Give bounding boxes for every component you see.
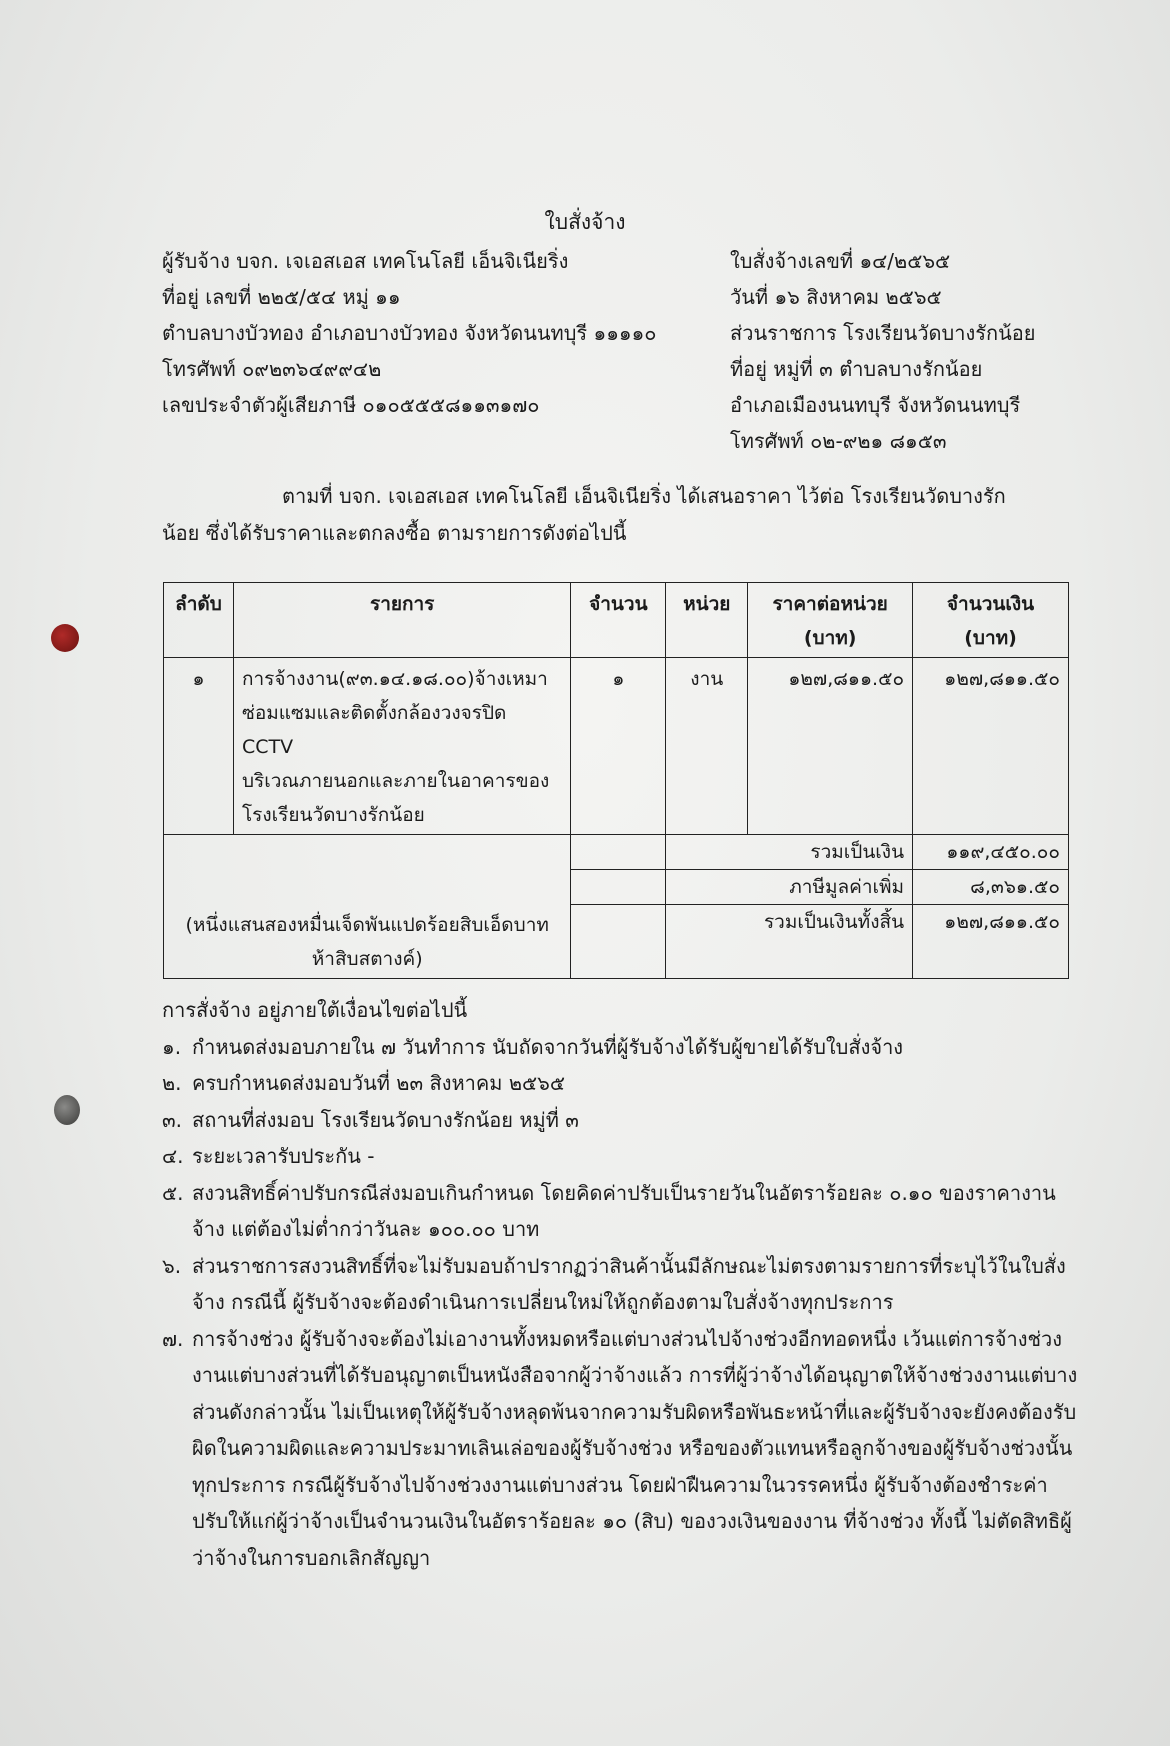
row-description-line: บริเวณภายนอกและภายในอาคารของ [241, 770, 550, 792]
header-amount-label: จำนวนเงิน [946, 593, 1035, 615]
vat-value: ๘,๓๖๑.๕๐ [913, 870, 1069, 905]
row-qty: ๑ [571, 658, 666, 835]
row-description-line: การจ้างงาน(๙๓.๑๔.๑๘.๐๐)จ้างเหมา [241, 668, 548, 690]
header-unit: หน่วย [666, 583, 748, 658]
vat-label: ภาษีมูลค่าเพิ่ม [666, 870, 913, 905]
row-description [233, 658, 570, 835]
condition-item [162, 1321, 1082, 1577]
condition-text: สงวนสิทธิ์ค่าปรับกรณีส่งมอบเกินกำหนด โดยคิดค่าปรับเป็นรายวันในอัตราร้อยละ ๐.๑๐ ของราคางานจ้าง แต่ต้องไม่ต่ำกว่าวันละ ๑๐๐.๐๐ บาท [192, 1180, 1056, 1241]
empty-cell [571, 905, 666, 979]
condition-number: ๔. [162, 1144, 184, 1168]
contractor-phone: โทรศัพท์ ๐๙๒๓๖๔๙๙๔๒ [162, 357, 382, 381]
intro-text: ตามที่ บจก. เจเอสเอส เทคโนโลยี เอ็นจิเนียริ่ง ได้เสนอราคา ไว้ต่อ โรงเรียนวัดบางรักน้อย ซึ่งได้รับราคาและตกลงซื้อ ตามรายการดังต่อไปนี้ [162, 484, 1006, 545]
agency-district: อำเภอเมืองนนทบุรี จังหวัดนนทบุรี [730, 393, 1021, 417]
agency-phone: โทรศัพท์ ๐๒-๙๒๑ ๘๑๕๓ [730, 429, 947, 453]
table-header-row [164, 583, 1069, 658]
condition-text: ครบกำหนดส่งมอบวันที่ ๒๓ สิงหาคม ๒๕๖๕ [192, 1071, 565, 1095]
condition-item [162, 1175, 1082, 1248]
total-value: ๑๒๗,๘๑๑.๕๐ [913, 905, 1069, 979]
conditions-section [162, 992, 1082, 1576]
intro-paragraph [162, 478, 1042, 552]
document-title: ใบสั่งจ้าง [544, 210, 626, 234]
punch-hole-top [51, 624, 79, 652]
header-qty: จำนวน [571, 583, 666, 658]
row-description-line: ซ่อมแซมและติดตั้งกล้องวงจรปิด CCTV [241, 702, 507, 758]
condition-text: ระยะเวลารับประกัน - [192, 1144, 375, 1168]
condition-text: กำหนดส่งมอบภายใน ๗ วันทำการ นับถัดจากวันที่ผู้รับจ้างได้รับผู้ขายได้รับใบสั่งจ้าง [192, 1034, 904, 1059]
row-unit-price: ๑๒๗,๘๑๑.๕๐ [748, 658, 913, 835]
condition-item [162, 1029, 1082, 1066]
amount-in-words-line: (หนึ่งแสนสองหมื่นเจ็ดพันแปดร้อยสิบเอ็ดบาท [185, 914, 549, 936]
empty-cell [571, 835, 666, 870]
order-date: วันที่ ๑๖ สิงหาคม ๒๕๖๕ [730, 285, 942, 309]
header-item: รายการ [233, 583, 570, 658]
agency-address: ที่อยู่ หมู่ที่ ๓ ตำบลบางรักน้อย [730, 357, 983, 381]
contractor-tax-id: เลขประจำตัวผู้เสียภาษี ๐๑๐๕๕๕๘๑๑๓๑๗๐ [162, 393, 540, 417]
header-unit-price-currency: (บาท) [803, 627, 857, 649]
condition-number: ๕. [162, 1180, 184, 1205]
header-unit-price [748, 583, 913, 658]
condition-item [162, 1065, 1082, 1102]
conditions-heading: การสั่งจ้าง อยู่ภายใต้เงื่อนไขต่อไปนี้ [162, 998, 468, 1022]
condition-number: ๖. [162, 1253, 182, 1278]
order-number: ใบสั่งจ้างเลขที่ ๑๔/๒๕๖๕ [730, 249, 951, 273]
condition-number: ๒. [162, 1071, 182, 1095]
header-no: ลำดับ [164, 583, 234, 658]
condition-number: ๑. [162, 1034, 182, 1059]
contractor-district: ตำบลบางบัวทอง อำเภอบางบัวทอง จังหวัดนนทบุรี ๑๑๑๑๐ [162, 321, 657, 345]
empty-cell [571, 870, 666, 905]
table-row [164, 658, 1069, 835]
conditions-list [162, 1029, 1082, 1577]
condition-text: สถานที่ส่งมอบ โรงเรียนวัดบางรักน้อย หมู่ที่ ๓ [192, 1107, 579, 1132]
order-items-table [163, 582, 1069, 979]
agency-name: ส่วนราชการ โรงเรียนวัดบางรักน้อย [730, 321, 1036, 345]
row-amount: ๑๒๗,๘๑๑.๕๐ [913, 658, 1069, 835]
total-label: รวมเป็นเงินทั้งสิ้น [666, 905, 913, 979]
condition-text: ส่วนราชการสงวนสิทธิ์ที่จะไม่รับมอบถ้าปรากฏว่าสินค้านั้นมีลักษณะไม่ตรงตามรายการที่ระบุไว้ในใบสั่งจ้าง กรณีนี้ ผู้รับจ้างจะต้องดำเนินการเปลี่ยนใหม่ให้ถูกต้องตามใบสั่งจ้างทุกประการ [192, 1253, 1066, 1314]
condition-number: ๗. [162, 1326, 184, 1351]
amount-in-words-line: ห้าสิบสตางค์) [311, 948, 423, 970]
subtotal-label: รวมเป็นเงิน [666, 835, 913, 870]
contractor-address: ที่อยู่ เลขที่ ๒๒๕/๕๔ หมู่ ๑๑ [162, 285, 401, 309]
header-unit-price-label: ราคาต่อหน่วย [772, 593, 888, 615]
header-amount-currency: (บาท) [964, 627, 1017, 649]
header-amount [913, 583, 1069, 658]
contractor-name: ผู้รับจ้าง บจก. เจเอสเอส เทคโนโลยี เอ็นจิเนียริ่ง [162, 249, 569, 273]
row-no: ๑ [164, 658, 234, 835]
condition-item [162, 1138, 1082, 1175]
condition-item [162, 1102, 1082, 1139]
row-description-line: โรงเรียนวัดบางรักน้อย [241, 804, 425, 826]
subtotal-row [164, 835, 1069, 870]
punch-hole-bottom [54, 1095, 80, 1125]
amount-in-words [164, 835, 571, 979]
condition-number: ๓. [162, 1107, 183, 1132]
row-unit: งาน [666, 658, 748, 835]
condition-item [162, 1248, 1082, 1321]
condition-text: การจ้างช่วง ผู้รับจ้างจะต้องไม่เอางานทั้งหมดหรือแต่บางส่วนไปจ้างช่วงอีกทอดหนึ่ง เว้นแต่การจ้างช่วงงานแต่บางส่วนที่ได้รับอนุญาตเป็นหนังสือจากผู้ว่าจ้างแล้ว การที่ผู้ว่าจ้างได้อนุญาตให้จ้างช่วงงานแต่บางส่วนดังกล่าวนั้น ไม่เป็นเหตุให้ผู้รับจ้างหลุดพ้นจากความรับผิดหรือพันธะหน้าที่และผู้รับจ้างจะยังคงต้องรับผิดในความผิดและความประมาทเลินเล่อของผู้รับจ้างช่วง หรือของตัวแทนหรือลูกจ้างของผู้รับจ้างช่วงนั้นทุกประการ กรณีผู้รับจ้างไปจ้างช่วงงานแต่บางส่วน โดยฝ่าฝืนความในวรรคหนึ่ง ผู้รับจ้างต้องชำระค่าปรับให้แก่ผู้ว่าจ้างเป็นจำนวนเงินในอัตราร้อยละ ๑๐ (สิบ) ของวงเงินของงาน ที่จ้างช่วง ทั้งนี้ ไม่ตัดสิทธิผู้ว่าจ้างในการบอกเลิกสัญญา [192, 1326, 1078, 1570]
subtotal-value: ๑๑๙,๔๕๐.๐๐ [913, 835, 1069, 870]
